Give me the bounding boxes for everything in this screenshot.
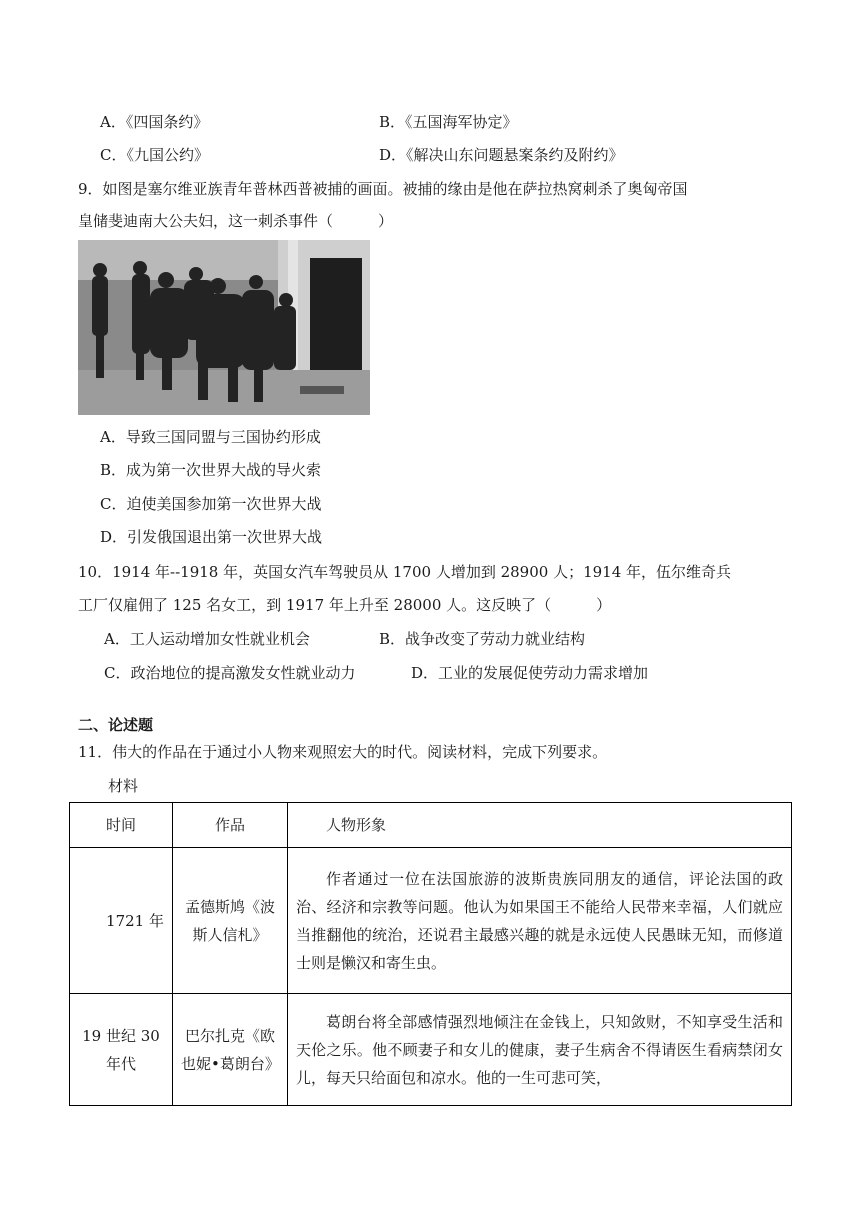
row-work: 巴尔扎克《欧也妮•葛朗台》 (173, 994, 288, 1106)
q8-option-b: B．《五国海军协定》 (379, 113, 518, 131)
row-description: 作者通过一位在法国旅游的波斯贵族同朋友的通信，评论法国的政治、经济和宗教等问题。他认为如果国王不能给人民带来幸福，人们就应当推翻他的统治，还说君主最感兴趣的就是永远使人民愚昧无知，而修道士则是懒汉和寄生虫。 (288, 848, 792, 994)
section-title: 二、论述题 (78, 716, 154, 734)
row-description: 葛朗台将全部感情强烈地倾注在金钱上，只知敛财，不知享受生活和天伦之乐。他不顾妻子和女儿的健康，妻子生病舍不得请医生看病禁闭女儿，每天只给面包和凉水。他的一生可悲可笑， (288, 994, 792, 1106)
q8-option-d: D．《解决山东问题悬案条约及附约》 (379, 146, 624, 164)
q9-option-c: C．迫使美国参加第一次世界大战 (100, 495, 322, 513)
q9-stem-line1: 9．如图是塞尔维亚族青年普林西普被捕的画面。被捕的缘由是他在萨拉热窝刺杀了奥匈帝国 (78, 180, 688, 198)
q10-stem-line2: 工厂仅雇佣了 125 名女工，到 1917 年上升至 28000 人。这反映了（ ） (78, 596, 612, 614)
arrest-photo (78, 240, 370, 415)
q10-stem-line1: 10．1914 年--1918 年，英国女汽车驾驶员从 1700 人增加到 28900 人；1914 年，伍尔维奇兵 (78, 563, 732, 581)
q10-option-c: C．政治地位的提高激发女性就业动力 (104, 664, 356, 682)
q9-option-a: A．导致三国同盟与三国协约形成 (100, 428, 321, 446)
q10-option-a: A．工人运动增加女性就业机会 (104, 630, 310, 648)
q10-option-b: B．战争改变了劳动力就业结构 (379, 630, 586, 648)
row-time: 19 世纪 30 年代 (70, 994, 173, 1106)
q9-option-b: B．成为第一次世界大战的导火索 (100, 461, 322, 479)
header-work: 作品 (173, 803, 288, 848)
q9-stem-line2: 皇储斐迪南大公夫妇，这一刺杀事件（ ） (78, 212, 394, 230)
header-time: 时间 (70, 803, 173, 848)
table-row (70, 994, 792, 1106)
table-row (70, 848, 792, 994)
q8-option-a: A．《四国条约》 (100, 113, 209, 131)
row-work: 孟德斯鸠《波斯人信札》 (173, 848, 288, 994)
q11-stem: 11．伟大的作品在于通过小人物来观照宏大的时代。阅读材料，完成下列要求。 (78, 743, 608, 761)
q9-option-d: D．引发俄国退出第一次世界大战 (100, 528, 323, 546)
material-table (69, 802, 792, 1106)
q10-option-d: D．工业的发展促使劳动力需求增加 (411, 664, 649, 682)
row-time: 1721 年 (70, 848, 173, 994)
q8-option-c: C．《九国公约》 (100, 146, 209, 164)
material-label: 材料 (108, 777, 139, 795)
table-header-row (70, 803, 792, 848)
header-character: 人物形象 (288, 803, 792, 848)
